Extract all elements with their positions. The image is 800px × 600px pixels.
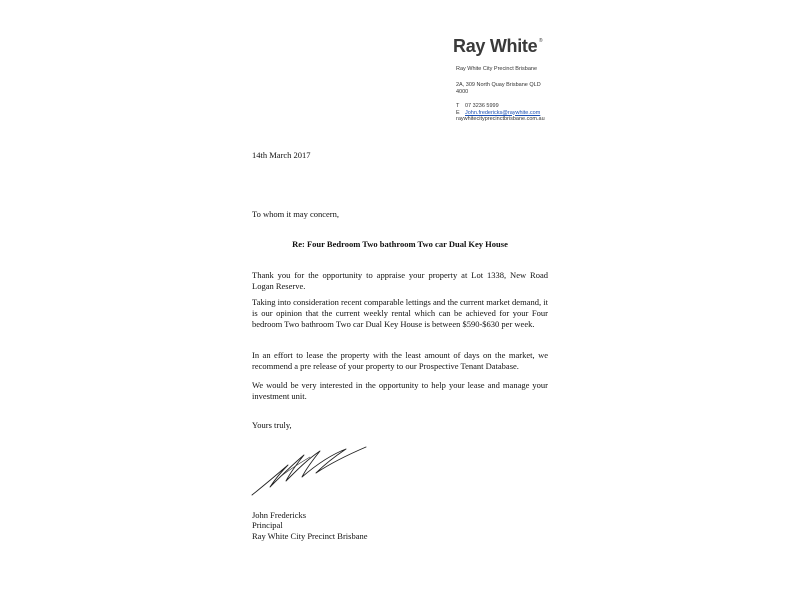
signatory-name: John Fredericks (252, 510, 307, 520)
body-paragraph: Thank you for the opportunity to appraise your property at Lot 1338, New Road Logan Reserve. (252, 270, 548, 291)
closing: Yours truly, (252, 420, 292, 430)
logo-registered-mark: ® (538, 38, 543, 44)
body-paragraph: In an effort to lease the property with the least amount of days on the market, we recommend a pre release of your property to our Prospective Tenant Database. (252, 350, 548, 371)
email-link[interactable]: John.fredericks@raywhite.com (465, 109, 541, 116)
address-line-2: 4000 (456, 88, 469, 95)
signatory-company: Ray White City Precinct Brisbane (252, 530, 368, 541)
ray-white-logo (453, 36, 543, 57)
letter-date: 14th March 2017 (252, 150, 311, 160)
subject-line: Re: Four Bedroom Two bathroom Two car Dual Key House (292, 239, 508, 249)
body-paragraph: Taking into consideration recent comparable lettings and the current market demand, it is our opinion that the current weekly rental which can be achieved for your Four bedroom Two bathroom Two car Dual Key House is between $590-$630 per week. (252, 297, 548, 329)
body-paragraph: We would be very interested in the opportunity to help your lease and manage your investment unit. (252, 380, 548, 401)
office-name: Ray White City Precinct Brisbane (456, 66, 537, 72)
email-label: E (456, 109, 460, 116)
greeting: To whom it may concern, (252, 209, 339, 219)
signatory-title: Principal (252, 520, 283, 531)
office-address (456, 82, 566, 95)
logo-text: Ray White (453, 36, 538, 56)
signature-block (252, 510, 368, 541)
phone-label: T (456, 103, 460, 109)
contact-details (456, 103, 545, 123)
signature (250, 443, 368, 499)
address-line-1: 2A, 309 North Quay Brisbane QLD (456, 82, 541, 88)
phone-number: 07 3236 5999 (465, 103, 499, 109)
website-text: raywhitecityprecinctbrisbane.com.au (456, 116, 545, 122)
